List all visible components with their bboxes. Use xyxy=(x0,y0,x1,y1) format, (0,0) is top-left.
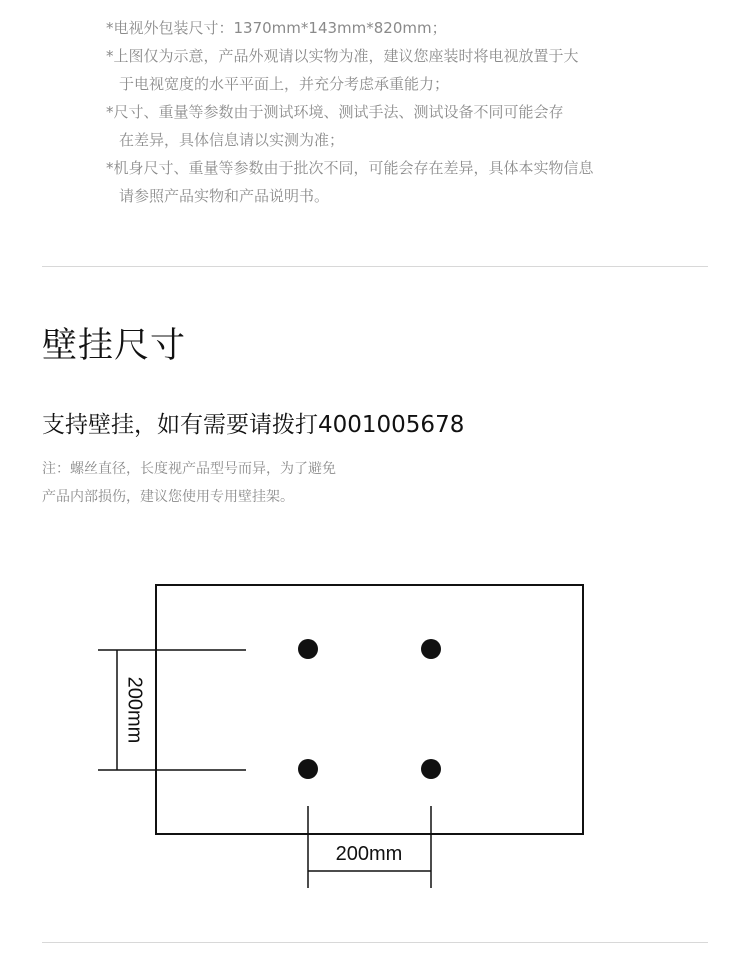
note-line: *尺寸、重量等参数由于测试环境、测试手法、测试设备不同可能会存 xyxy=(106,103,564,121)
note-line: 产品内部损伤，建议您使用专用壁挂架。 xyxy=(42,489,294,505)
tv-back-outline xyxy=(156,585,583,834)
page-title: 壁挂尺寸 xyxy=(42,326,187,366)
note-line: *电视外包装尺寸：1370mm*143mm*820mm； xyxy=(106,19,447,37)
mount-hole xyxy=(421,639,441,659)
mount-hole xyxy=(298,639,318,659)
note-line: 注：螺丝直径，长度视产品型号而异，为了避免 xyxy=(42,461,336,477)
mount-hole xyxy=(298,759,318,779)
mount-hole xyxy=(421,759,441,779)
horizontal-spacing-label: 200mm xyxy=(335,843,403,865)
section-divider-bottom xyxy=(42,942,708,943)
note-line: 在差异，具体信息请以实测为准； xyxy=(119,131,345,149)
wall-mount-support-text: 支持壁挂，如有需要请拨打4001005678 xyxy=(42,412,465,438)
note-line: *机身尺寸、重量等参数由于批次不同，可能会存在差异，具体本实物信息 xyxy=(106,159,594,177)
note-line: 于电视宽度的水平平面上，并充分考虑承重能力； xyxy=(119,75,450,93)
vertical-spacing-label: 200mm xyxy=(123,676,146,744)
note-line: *上图仅为示意，产品外观请以实物为准，建议您座装时将电视放置于大 xyxy=(106,47,579,65)
note-line: 请参照产品实物和产品说明书。 xyxy=(119,187,330,205)
